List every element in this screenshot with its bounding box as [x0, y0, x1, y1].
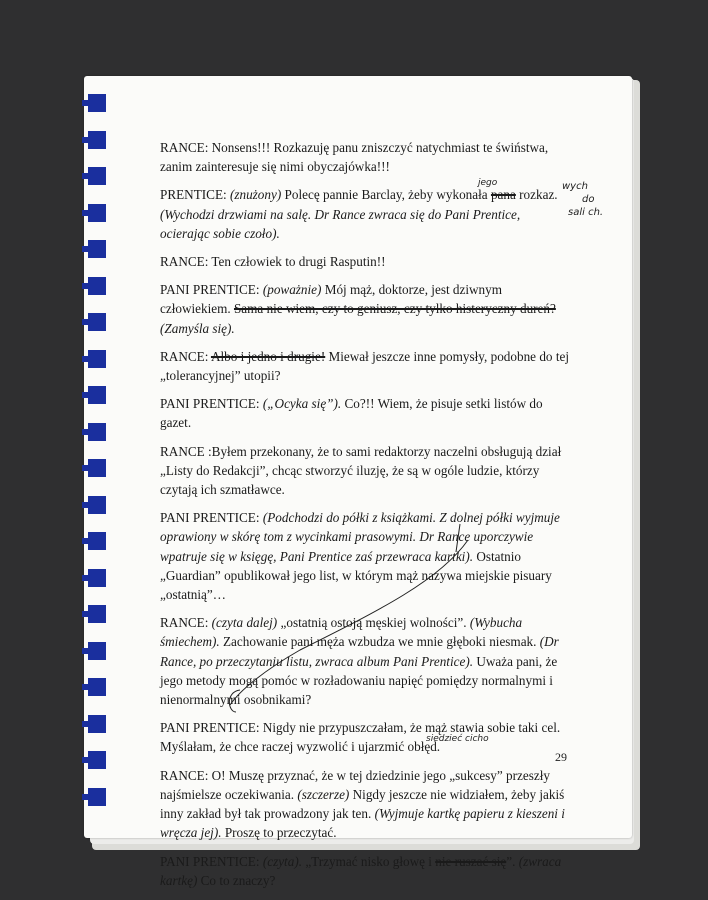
dialogue-text: Nigdy jeszcze nie widziałem, żeby jakiś inny zakład był tak prowadzony jak ten. [160, 786, 565, 822]
dialogue-text: „Trzymać nisko głowę i [302, 853, 436, 869]
dialogue-text: RANCE: Nonsens!!! Rozkazuję panu zniszczyć natychmiast te świństwa, zanim zainteresuje się nimi obyczajówka!!! [160, 140, 549, 175]
stage-direction: (czyta dalej) [211, 615, 278, 631]
stage-direction: (Podchodzi do półki z książkami. Z dolnej półki wyjmuje oprawiony w skórę tom z wycinkami prasowymi. Dr Rance uporczywie wpatruje się w księgę, Pani Prentice zaś przewraca kartki). [160, 510, 560, 564]
dialogue-text: Zachowanie pani męża wzbudza we mnie głęboki niesmak. [219, 634, 540, 650]
struck-text: Albo i jedno i drugie! [210, 348, 326, 364]
dialogue-text: ”. [506, 853, 519, 869]
struck-text: nie ruszać się [435, 853, 507, 869]
stage-direction: (czyta). [262, 853, 303, 869]
dialogue-text: RANCE: [160, 615, 212, 631]
page-number: 29 [555, 750, 567, 764]
stage-direction: (znużony) [229, 187, 282, 203]
dialogue-text: Miewał jeszcze inne pomysły, podobne do tej „tolerancyjnej” utopii? [160, 348, 569, 384]
dialogue-text: PANI PRENTICE: [160, 396, 263, 412]
stage-direction: (Wychodzi drzwiami na salę. Dr Rance zwraca się do Pani Prentice, ocierając sobie czoło). [160, 206, 521, 241]
dialogue-text: RANCE: Ten człowiek to drugi Rasputin!! [160, 254, 386, 270]
dialogue-text: rozkaz. [515, 187, 558, 203]
handwritten-insert-siedziec-cicho: siedzieć cicho [426, 734, 489, 744]
dialogue-text: Mój mąż, doktorze, jest dziwnym człowiekiem. [160, 282, 502, 317]
stage-direction: (Zamyśla się). [160, 320, 235, 336]
dialogue-text: „ostatnią ostoją męskiej wolności”. [277, 615, 470, 631]
dialogue-text: RANCE :Byłem przekonany, że to sami redaktorzy naczelni obsługują dział „Listy do Redakcji”, chcąc stworzyć iluzję, że są w ogóle ludzie, którzy czytają ich szmatławce. [160, 443, 562, 498]
stage-direction: (szczerze) [297, 786, 350, 802]
dialogue-text: Polecę pannie Barclay, żeby wykonała [281, 187, 491, 203]
dialogue-text: PANI PRENTICE: Nigdy nie przypuszczałam, że mąż stawia sobie taki cel. Myślałam, że chce raczej wyzwolić i ujarzmić obłęd. [160, 720, 561, 755]
stage-direction: (zwraca kartkę) [160, 853, 562, 888]
struck-text: Sama nie wiem, czy to geniusz, czy tylko histeryczny dureń? [233, 301, 556, 317]
dialogue-text: Proszę to przeczytać. [221, 825, 337, 841]
stage-direction: (Wybucha śmiechem). [160, 615, 523, 650]
dialogue-text: PANI PRENTICE: [160, 282, 263, 298]
margin-note-line: wych [562, 181, 588, 192]
dialogue-text: Uważa pani, że jego metody mogą pomóc w rozładowaniu napięć pomiędzy normalnymi i nienormalnymi osobnikami? [160, 653, 558, 708]
stage-direction: (poważnie) [262, 282, 322, 298]
margin-note-line: sali ch. [568, 207, 604, 218]
margin-note-line: do [582, 194, 595, 205]
dialogue-text: Ostatnio „Guardian” opublikował jego list, w którym mąż nazywa miejskie pisuary „ostatnią”… [160, 548, 552, 603]
dialogue-text: PANI PRENTICE: [160, 510, 263, 526]
stage-direction: („Ocyka się”). [262, 396, 342, 412]
dialogue-text: PRENTICE: [160, 187, 230, 203]
dialogue-text: Co to znaczy? [197, 872, 276, 888]
struck-text: pana [490, 187, 516, 203]
dialogue-text: Co?!! Wiem, że pisuje setki listów do gazet. [160, 396, 543, 431]
handwritten-insert-jego: jego [478, 178, 498, 188]
stage-direction: (Dr Rance, po przeczytaniu listu, zwraca album Pani Prentice). [160, 634, 559, 669]
dialogue-text: RANCE: O! Muszę przyznać, że w tej dziedzinie jego „sukcesy” przeszły najśmielsze oczekiwania. [160, 767, 550, 802]
dialogue-text: PANI PRENTICE: [160, 853, 263, 869]
stage-direction: (Wyjmuje kartkę papieru z kieszeni i wręcza jej). [160, 806, 565, 841]
dialogue-text: RANCE: [160, 348, 211, 364]
